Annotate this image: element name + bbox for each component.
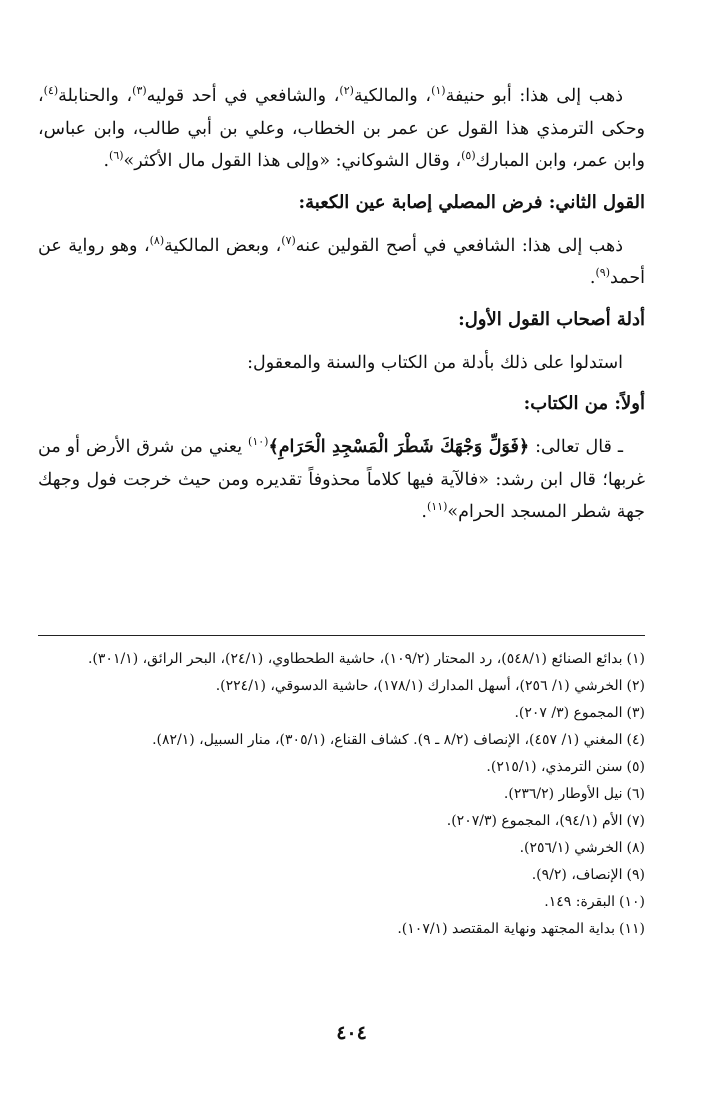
footnote-item [38,727,645,754]
footnote-number: (١١) [619,921,645,937]
heading-evidence-first-opinion: أدلة أصحاب القول الأول: [458,308,645,330]
footnote-number: (٨) [626,840,645,856]
footnote-text: المجموع (٣/ ٢٠٧). [514,705,623,721]
footnote-text: البقرة: ١٤٩. [544,894,616,910]
heading-from-the-book: أولاً: من الكتاب: [523,393,645,414]
footnote-text: بداية المجتهد ونهاية المقتصد (١٠٧/١). [397,921,616,937]
footnotes [38,646,645,943]
text-run: ، والحنابلة [58,86,133,106]
paragraph-second-opinion-supporters [38,230,645,295]
footnote-item [38,889,645,916]
paragraph-evidence-intro: استدلوا على ذلك بأدلة من الكتاب والسنة والمعقول: [247,352,623,373]
footnote-number: (١) [626,651,645,667]
footnote-text: الأم (٩٤/١)، المجموع (٢٠٧/٣). [446,813,623,829]
footnote-number: (٢) [626,678,645,694]
text-run: ذهب إلى هذا: أبو حنيفة [445,86,624,106]
text-run: يعني من شرق الأرض أو من غربها؛ قال ابن رشد: «فالآية فيها كلاماً محذوفاً تقديره ومن حيث خرجت فول وجهك جهة شطر المسجد الحرام» [38,437,645,522]
paragraph-first-opinion-supporters [38,80,645,178]
footnote-item [38,673,645,700]
footnote-ref-3[interactable]: (٣) [132,84,147,98]
text-run: ، وقال الشوكاني: «وإلى هذا القول مال الأكثر» [123,151,462,171]
footnote-number: (٣) [626,705,645,721]
footnote-ref-10[interactable]: (١٠) [248,435,269,449]
footnote-ref-7[interactable]: (٧) [281,233,296,247]
footnote-text: الإنصاف، (٩/٢). [531,867,623,883]
text-run: ، وهو رواية عن أحمد [38,235,645,288]
footnote-ref-5[interactable]: (٥) [461,149,476,163]
footnote-item [38,808,645,835]
text-run: ، وحكى الترمذي هذا القول عن عمر بن الخطاب، وعلي بن أبي طالب، وابن عباس، وابن عمر، وابن المبارك [38,86,645,171]
text-run: ، والشافعي في أحد قوليه [146,86,340,106]
footnote-item [38,646,645,673]
heading-second-opinion: القول الثاني: فرض المصلي إصابة عين الكعبة: [298,191,645,213]
footnote-ref-4[interactable]: (٤) [43,84,59,98]
footnote-ref-9[interactable]: (٩) [595,266,611,280]
footnote-number: (٤) [626,732,645,748]
page-number: ٤٠٤ [336,1022,367,1044]
footnote-number: (٧) [626,813,645,829]
footnote-item [38,754,645,781]
footnote-item [38,862,645,889]
footnote-number: (٥) [626,759,645,775]
footnote-text: الخرشي (١/ ٢٥٦)، أسهل المدارك (١٧٨/١)، حاشية الدسوقي، (٢٢٤/١). [215,678,623,694]
footnote-ref-2[interactable]: (٢) [339,84,354,98]
footnote-ref-11[interactable]: (١١) [426,500,448,514]
footnote-item [38,700,645,727]
text-run: ـ قال تعالى: [529,437,624,457]
footnote-item [38,835,645,862]
page-body [38,80,645,937]
footnote-text: نيل الأوطار (٢٣٦/٢). [503,786,623,802]
footnote-number: (٦) [626,786,645,802]
footnote-item [38,916,645,943]
paragraph-quran-evidence [38,431,645,529]
footnote-ref-1[interactable]: (١) [431,84,446,98]
footnote-text: بدائع الصنائع (٥٤٨/١)، رد المحتار (١٠٩/٢)، حاشية الطحطاوي، (٢٤/١)، البحر الرائق، (٣٠١/١). [87,651,623,667]
quran-verse: ﴿فَوَلِّ وَجْهَكَ شَطْرَ الْمَسْجِدِ الْحَرَامِ﴾ [268,437,530,457]
text-run: . [421,502,427,522]
footnote-item [38,781,645,808]
footnote-number: (٩) [626,867,645,883]
text-run: . [589,268,596,288]
footnote-separator [38,635,645,636]
footnote-text: الخرشي (٢٥٦/١). [519,840,623,856]
footnote-text: سنن الترمذي، (٢١٥/١). [486,759,623,775]
footnote-number: (١٠) [619,894,645,910]
text-run: ذهب إلى هذا: الشافعي في أصح القولين عنه [295,235,624,256]
text-run: ، وبعض المالكية [164,235,282,256]
footnote-ref-6[interactable]: (٦) [109,149,124,163]
footnote-text: المغني (١/ ٤٥٧)، الإنصاف (٨/٢ ـ ٩). كشاف القناع، (٣٠٥/١)، منار السبيل، (٨٢/١). [152,732,623,748]
text-run: . [103,151,110,171]
text-run: ، والمالكية [353,86,432,106]
footnote-ref-8[interactable]: (٨) [149,233,165,247]
